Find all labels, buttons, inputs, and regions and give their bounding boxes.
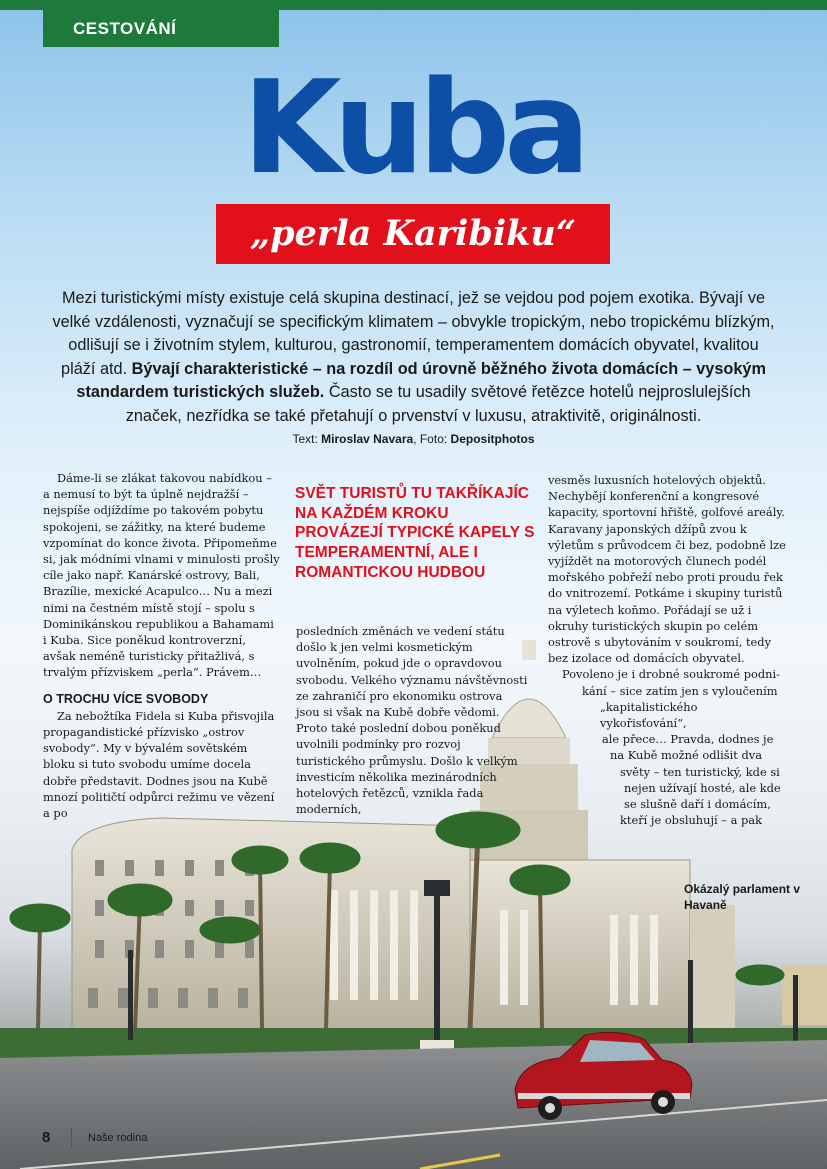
column1-heading: O TROCHU VÍCE SVOBODY (43, 691, 209, 706)
column3-line: „kapitalistického vykořisťování“, (600, 699, 698, 731)
lead-bold-text: Bývají charakteristické – na rozdíl od úrovně běžného života domácích – vysokým standardem turistických služeb. (76, 359, 766, 401)
column1-paragraph-1: Dáme-li se zlákat takovou nabídkou – a nemusí to být ta úplně nejdražší – nejspíše odjíždíme po takovém pobytu spokojeni, se zážitky, na které budeme vzpomínat do konce života. Připomeňme si, jak módními vlnami v minulosti prošly cíle jako např. Kanárské ostrovy, Bali, Brazílie, mexické Acapulco… Nu a mezi nimi na čestném místě stojí – spolu s Dominikánskou republikou a Bahamami i Kuba. Sice poněkud kontroverzní, avšak neméně turisticky přitažlivá, s trvalým přízviskem „perla“. Právem… (43, 471, 280, 680)
text-column-3 (548, 472, 786, 828)
byline (0, 432, 827, 446)
article-subtitle: „perla Karibiku“ (216, 204, 610, 264)
column2-paragraph-1: posledních změnách ve vedení státu došlo k jen velmi kosmetickým uvolněním, pokud jde o opravdovou svobodu. Velkého významu návštěvnosti ze zahraničí pro ekonomiku ostrova jsou si však na Kubě dobře vědomi. Proto také poslední dobou poněkud uvolnili podmínky pro rozvoj turistického průmyslu. Došlo k velkým investicím několika mezinárodních hotelových řetězců, vznikla řada moderních, (296, 624, 528, 817)
pull-quote: SVĚT TURISTŮ TU TAKŘÍKAJÍC NA KAŽDÉM KROKU PROVÁZEJÍ TYPICKÉ KAPELY S TEMPERAMENTNÍ, ALE I ROMANTICKOU HUDBOU (295, 485, 535, 581)
text-column-1 (43, 470, 281, 821)
column3-line: nejen užívají hosté, ale kde (624, 780, 781, 795)
column3-paragraph-1: vesměs luxusních hotelových objektů. Nechybějí konferenční a kongresové kapacity, sportovní hřiště, golfové areály. Karavany japonských džípů zvou k výletům s průvodcem či bez, podobně lze vyjíždět na motorových člunech podél mořského pobřeží nebo proti proudu řek do vnitrozemí. Potkáme i skupiny turistů na výletech koňmo. Pořádají se už i okruhy turistických skupin po celém ostrově s ubytováním v soukromí, tedy bez izolace od domácích obyvatel. (548, 473, 786, 666)
lead-text-2: Často se tu usadily světové řetězce hotelů nejproslulejších značek, nezřídka se také přetahují o prvenství v luxusu, atraktivitě, originálnosti. (125, 383, 751, 425)
byline-author: Miroslav Navara (321, 432, 414, 446)
byline-text-label: Text: (292, 432, 322, 446)
byline-photo-label: , Foto: (413, 432, 451, 446)
page-number: 8 (42, 1129, 51, 1146)
column3-line: světy – ten turistický, kde si (620, 764, 780, 779)
section-tag: CESTOVÁNÍ (43, 10, 279, 47)
column3-line: ale přece… Pravda, dodnes je (602, 732, 774, 747)
photo-caption: Okázalý parlament v Havaně (684, 882, 801, 912)
column3-line: kteří je obsluhují – a pak (620, 813, 762, 828)
column3-paragraph-2 (548, 666, 786, 828)
capitol-building (72, 818, 735, 1030)
road (0, 1040, 827, 1169)
text-column-2 (296, 623, 528, 817)
footer-divider (71, 1128, 72, 1148)
column1-paragraph-2: Za nebožtíka Fidela si Kuba přisvojila propagandistické přízvisko „ostrov svobody“. My v bývalém sovětském bloku si tuto svobodu umíme docela dobře představit. Dodnes jsou na Kubě mnozí političtí odpůrci režimu ve vězení a po (43, 708, 275, 821)
column3-line: se slušně daří i domácím, (624, 797, 771, 812)
column3-line: kání – sice zatím jen s vyloučením (582, 683, 778, 698)
lead-text-1: Mezi turistickými místy existuje celá skupina destinací, jež se vejdou pod pojem exotika. Bývají ve velké vzdálenosti, vyznačují se specifickým klimatem – obvykle tropickým, nebo tropickému blízkým, odlišují se i životním stylem, kulturou, gastronomií, temperamentem domácích obyvatel, kvalitou pláží atd. (52, 289, 775, 378)
side-building (782, 965, 827, 1025)
column3-line: na Kubě možné odlišit dva (610, 748, 762, 763)
top-color-bar (0, 0, 827, 10)
column3-line: Povoleno je i drobné soukromé podni- (562, 667, 780, 682)
magazine-name: Naše rodina (88, 1132, 148, 1144)
article-title: Kuba (242, 54, 585, 203)
byline-photo-source: Depositphotos (450, 432, 535, 446)
lead-paragraph (50, 287, 777, 428)
